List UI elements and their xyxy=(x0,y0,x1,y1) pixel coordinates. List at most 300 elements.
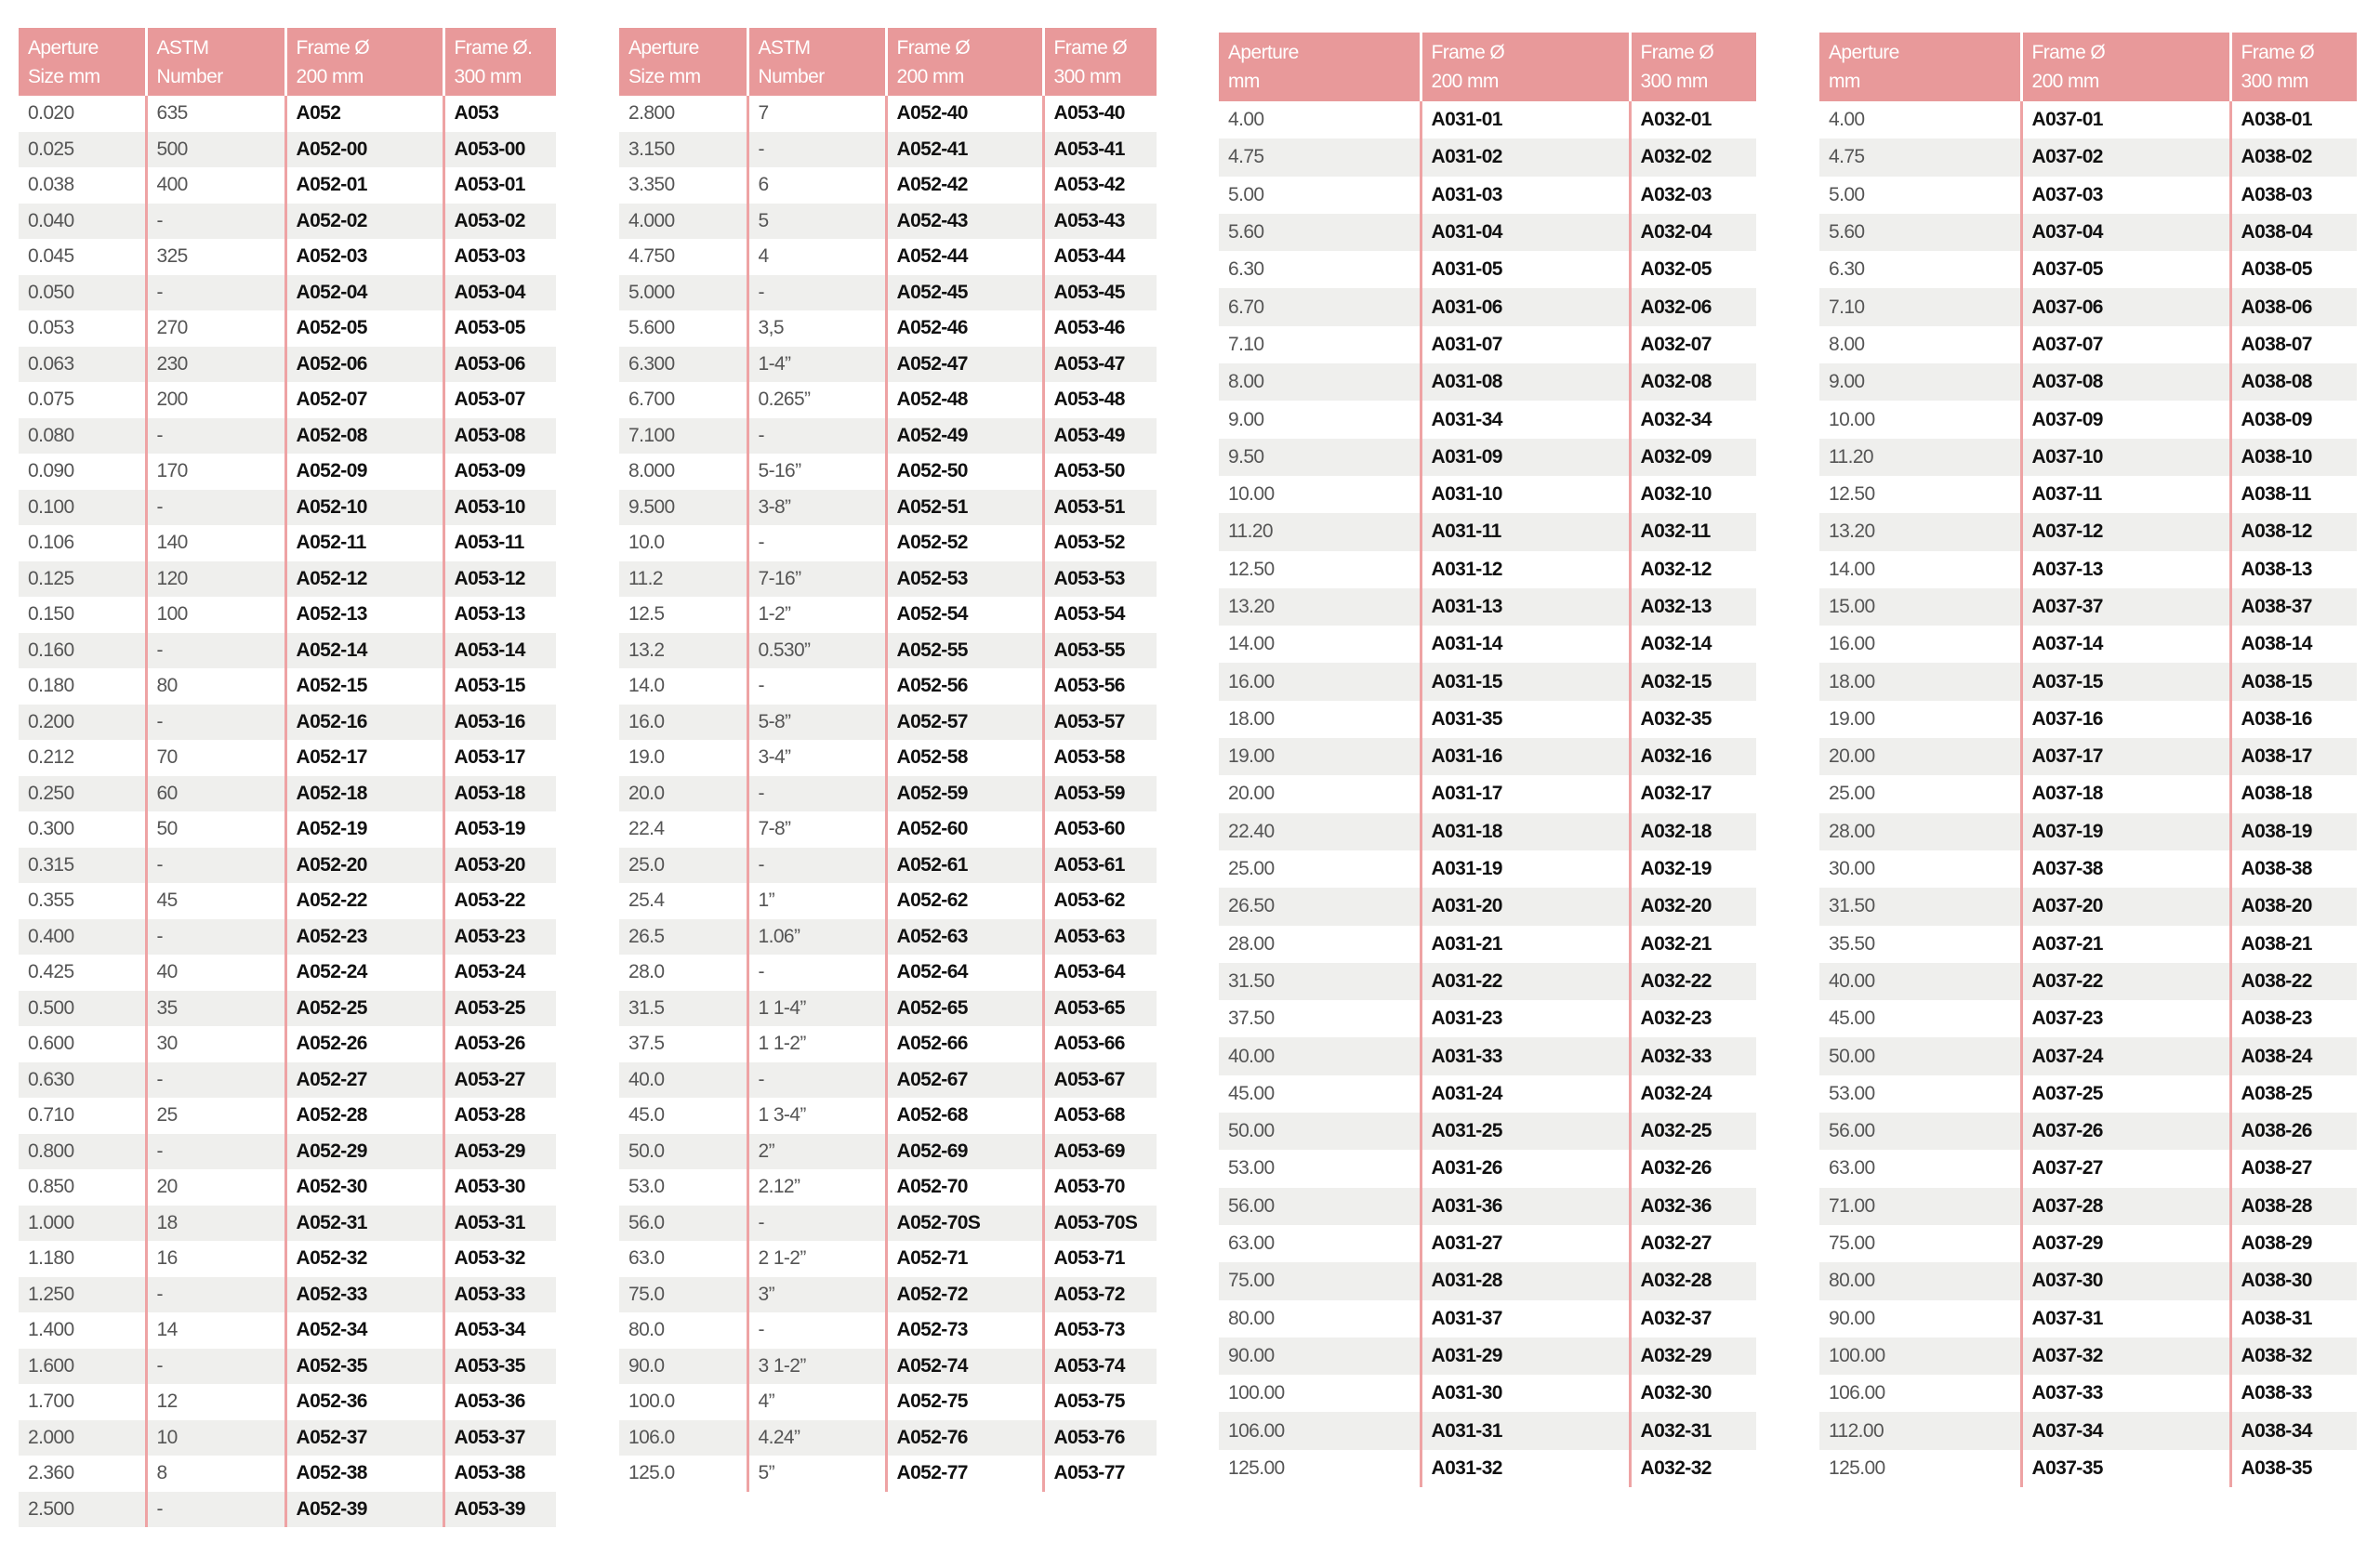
table-row xyxy=(19,919,556,956)
aperture-cell: 0.075 xyxy=(28,389,74,411)
table-row xyxy=(19,1456,556,1492)
aperture-cell: 28.00 xyxy=(1228,932,1275,955)
article-code-cell: A052-16 xyxy=(285,705,443,741)
article-code-cell: A053-76 xyxy=(1043,1420,1157,1456)
article-code-cell: A031-26 xyxy=(1421,1150,1630,1187)
header-row xyxy=(1819,33,2357,101)
table-row xyxy=(1819,101,2357,138)
article-code-cell: A032-21 xyxy=(1630,926,1756,963)
astm-number-cell: 635 xyxy=(146,96,285,132)
table-row xyxy=(19,1277,556,1313)
aperture-cell: 40.00 xyxy=(1819,963,2021,1000)
aperture-cell: 0.250 xyxy=(19,776,146,812)
table-row xyxy=(619,167,1157,204)
astm-number-cell: 100 xyxy=(146,597,285,633)
article-code-cell: A052-02 xyxy=(285,204,443,240)
aperture-cell: 0.160 xyxy=(19,633,146,669)
article-code-cell: A037-18 xyxy=(2021,775,2230,812)
table-row xyxy=(1819,363,2357,401)
aperture-cell: 80.00 xyxy=(1819,1262,2021,1299)
aperture-cell: 5.60 xyxy=(1819,214,2021,251)
table-row xyxy=(1819,138,2357,176)
article-code-cell: A031-30 xyxy=(1421,1375,1630,1412)
article-code-cell: A053-14 xyxy=(443,633,556,669)
table-row xyxy=(619,1169,1157,1206)
article-code-cell: A052-54 xyxy=(886,597,1043,633)
article-code-cell: A052-70 xyxy=(886,1169,1043,1206)
aperture-cell: 0.850 xyxy=(28,1176,74,1198)
aperture-cell: 40.0 xyxy=(619,1062,747,1099)
aperture-cell: 4.75 xyxy=(1819,138,2021,176)
article-code-cell: A038-03 xyxy=(2230,177,2357,214)
article-code-cell: A037-02 xyxy=(2021,138,2230,176)
table-row xyxy=(619,1026,1157,1062)
aperture-cell: 63.0 xyxy=(628,1247,665,1270)
table-row xyxy=(619,310,1157,347)
article-code-cell: A038-05 xyxy=(2230,251,2357,288)
aperture-cell: 7.10 xyxy=(1819,288,2021,325)
astm-number-cell: 20 xyxy=(146,1169,285,1206)
aperture-cell: 100.0 xyxy=(628,1390,675,1413)
article-code-cell: A053-75 xyxy=(1043,1384,1157,1420)
aperture-cell: 125.0 xyxy=(628,1462,675,1484)
article-code-cell: A031-25 xyxy=(1421,1113,1630,1150)
aperture-cell: 0.080 xyxy=(19,418,146,455)
article-code-cell: A053-71 xyxy=(1043,1241,1157,1277)
article-code-cell: A053-58 xyxy=(1043,740,1157,776)
table-row xyxy=(19,561,556,598)
article-code-cell: A037-04 xyxy=(2021,214,2230,251)
article-code-cell: A053-08 xyxy=(443,418,556,455)
astm-number-cell: - xyxy=(146,1492,285,1528)
astm-number-cell: 45 xyxy=(146,883,285,919)
article-code-cell: A052-62 xyxy=(886,883,1043,919)
aperture-cell: 0.200 xyxy=(19,705,146,741)
aperture-cell: 11.20 xyxy=(1219,513,1421,550)
article-code-cell: A032-33 xyxy=(1630,1037,1756,1074)
table-row xyxy=(619,1312,1157,1349)
aperture-cell: 2.500 xyxy=(19,1492,146,1528)
column-header: ASTM Number xyxy=(747,28,886,96)
astm-number-cell: - xyxy=(747,668,886,705)
astm-number-cell: 4” xyxy=(747,1384,886,1420)
table-row xyxy=(1219,251,1756,288)
aperture-cell: 1.600 xyxy=(19,1349,146,1385)
table-row xyxy=(1819,963,2357,1000)
aperture-cell: 0.315 xyxy=(19,848,146,884)
aperture-cell: 6.30 xyxy=(1829,258,1865,281)
astm-number-cell: - xyxy=(146,1062,285,1099)
table-row xyxy=(19,668,556,705)
aperture-cell: 8.00 xyxy=(1829,333,1865,355)
aperture-cell: 5.60 xyxy=(1219,214,1421,251)
article-code-cell: A037-07 xyxy=(2021,326,2230,363)
article-code-cell: A052-64 xyxy=(886,955,1043,991)
article-code-cell: A031-24 xyxy=(1421,1075,1630,1113)
astm-number-cell: - xyxy=(747,776,886,812)
aperture-cell: 22.40 xyxy=(1219,813,1421,850)
article-code-cell: A053-53 xyxy=(1043,561,1157,598)
article-code-cell: A052-34 xyxy=(285,1312,443,1349)
astm-number-cell: - xyxy=(146,919,285,956)
article-code-cell: A037-30 xyxy=(2021,1262,2230,1299)
table-row xyxy=(619,1062,1157,1099)
article-code-cell: A037-06 xyxy=(2021,288,2230,325)
table-row xyxy=(1819,1188,2357,1225)
table-row xyxy=(1219,288,1756,325)
aperture-cell: 90.00 xyxy=(1829,1307,1875,1329)
aperture-cell: 26.50 xyxy=(1219,888,1421,925)
article-code-cell: A052-60 xyxy=(886,811,1043,848)
aperture-cell: 56.00 xyxy=(1219,1188,1421,1225)
article-code-cell: A053-10 xyxy=(443,490,556,526)
aperture-cell: 63.00 xyxy=(1829,1157,1875,1180)
table-row xyxy=(1819,1075,2357,1113)
article-code-cell: A052-56 xyxy=(886,668,1043,705)
article-code-cell: A052-75 xyxy=(886,1384,1043,1420)
table-row xyxy=(1819,588,2357,626)
article-code-cell: A037-26 xyxy=(2021,1113,2230,1150)
astm-number-cell: 7-16” xyxy=(747,561,886,598)
aperture-cell: 9.500 xyxy=(619,490,747,526)
table-row xyxy=(1219,888,1756,925)
article-code-cell: A031-15 xyxy=(1421,663,1630,700)
article-code-cell: A053-15 xyxy=(443,668,556,705)
sieve-table-1 xyxy=(19,28,556,1527)
article-code-cell: A032-19 xyxy=(1630,850,1756,888)
aperture-cell: 11.20 xyxy=(1819,439,2021,476)
astm-number-cell: 14 xyxy=(146,1312,285,1349)
sieve-table-3 xyxy=(1219,33,1756,1487)
table-row xyxy=(619,705,1157,741)
article-code-cell: A037-31 xyxy=(2021,1300,2230,1338)
article-code-cell: A037-17 xyxy=(2021,738,2230,775)
article-code-cell: A031-29 xyxy=(1421,1338,1630,1375)
table-row xyxy=(19,525,556,561)
aperture-cell: 125.00 xyxy=(1829,1456,1885,1479)
article-code-cell: A032-05 xyxy=(1630,251,1756,288)
article-code-cell: A031-20 xyxy=(1421,888,1630,925)
table-row xyxy=(19,132,556,168)
article-code-cell: A052-73 xyxy=(886,1312,1043,1349)
aperture-cell: 18.00 xyxy=(1228,707,1275,730)
astm-number-cell: 2.12” xyxy=(747,1169,886,1206)
astm-number-cell: 10 xyxy=(146,1420,285,1456)
article-code-cell: A053-30 xyxy=(443,1169,556,1206)
aperture-cell: 0.050 xyxy=(19,275,146,311)
article-code-cell: A037-20 xyxy=(2021,888,2230,925)
article-code-cell: A052-38 xyxy=(285,1456,443,1492)
column-header: Frame Ø 200 mm xyxy=(1421,33,1630,101)
aperture-cell: 75.0 xyxy=(619,1277,747,1313)
article-code-cell: A032-10 xyxy=(1630,476,1756,513)
article-code-cell: A031-33 xyxy=(1421,1037,1630,1074)
table-row xyxy=(1819,1375,2357,1412)
table-row xyxy=(1819,513,2357,550)
article-code-cell: A052-74 xyxy=(886,1349,1043,1385)
article-code-cell: A038-04 xyxy=(2230,214,2357,251)
article-code-cell: A038-24 xyxy=(2230,1037,2357,1074)
article-code-cell: A032-15 xyxy=(1630,663,1756,700)
article-code-cell: A038-10 xyxy=(2230,439,2357,476)
article-code-cell: A038-35 xyxy=(2230,1450,2357,1487)
table-row xyxy=(1819,1000,2357,1037)
article-code-cell: A031-19 xyxy=(1421,850,1630,888)
column-header: Frame Ø. 300 mm xyxy=(443,28,556,96)
aperture-cell: 7.100 xyxy=(619,418,747,455)
astm-number-cell: - xyxy=(747,275,886,311)
article-code-cell: A032-28 xyxy=(1630,1262,1756,1299)
aperture-cell: 0.710 xyxy=(28,1104,74,1127)
astm-number-cell: 1 1-2” xyxy=(747,1026,886,1062)
article-code-cell: A032-09 xyxy=(1630,439,1756,476)
article-code-cell: A038-19 xyxy=(2230,813,2357,850)
article-code-cell: A052-44 xyxy=(886,239,1043,275)
table-row xyxy=(1819,1113,2357,1150)
table-row xyxy=(619,668,1157,705)
article-code-cell: A031-36 xyxy=(1421,1188,1630,1225)
table-row xyxy=(1219,588,1756,626)
article-code-cell: A053-60 xyxy=(1043,811,1157,848)
article-code-cell: A052-31 xyxy=(285,1206,443,1242)
astm-number-cell: 270 xyxy=(146,310,285,347)
aperture-cell: 45.0 xyxy=(628,1104,665,1127)
table-row xyxy=(619,418,1157,455)
aperture-cell: 1.700 xyxy=(28,1390,74,1413)
astm-number-cell: 30 xyxy=(146,1026,285,1062)
astm-number-cell: 0.265” xyxy=(747,382,886,418)
astm-number-cell: 500 xyxy=(146,132,285,168)
article-code-cell: A053-74 xyxy=(1043,1349,1157,1385)
table-row xyxy=(619,883,1157,919)
table-row xyxy=(619,740,1157,776)
article-code-cell: A037-05 xyxy=(2021,251,2230,288)
astm-number-cell: 70 xyxy=(146,740,285,776)
table-row xyxy=(1819,626,2357,663)
article-code-cell: A038-01 xyxy=(2230,101,2357,138)
article-code-cell: A037-01 xyxy=(2021,101,2230,138)
article-code-cell: A052-23 xyxy=(285,919,443,956)
table-row xyxy=(1819,476,2357,513)
article-code-cell: A052-13 xyxy=(285,597,443,633)
aperture-cell: 9.50 xyxy=(1219,439,1421,476)
article-code-cell: A032-35 xyxy=(1630,701,1756,738)
table-row xyxy=(619,454,1157,490)
article-code-cell: A032-23 xyxy=(1630,1000,1756,1037)
astm-number-cell: 4 xyxy=(747,239,886,275)
article-code-cell: A053-52 xyxy=(1043,525,1157,561)
article-code-cell: A031-31 xyxy=(1421,1412,1630,1449)
aperture-cell: 7.10 xyxy=(1228,333,1264,355)
article-code-cell: A053-09 xyxy=(443,454,556,490)
article-code-cell: A038-20 xyxy=(2230,888,2357,925)
article-code-cell: A052-71 xyxy=(886,1241,1043,1277)
article-code-cell: A032-36 xyxy=(1630,1188,1756,1225)
article-code-cell: A032-34 xyxy=(1630,401,1756,438)
table-row xyxy=(1219,1150,1756,1187)
article-code-cell: A038-16 xyxy=(2230,701,2357,738)
article-code-cell: A053-03 xyxy=(443,239,556,275)
astm-number-cell: 18 xyxy=(146,1206,285,1242)
article-code-cell: A052-63 xyxy=(886,919,1043,956)
aperture-cell: 6.30 xyxy=(1228,258,1264,281)
article-code-cell: A037-35 xyxy=(2021,1450,2230,1487)
article-code-cell: A052-51 xyxy=(886,490,1043,526)
aperture-cell: 11.2 xyxy=(619,561,747,598)
aperture-cell: 26.5 xyxy=(619,919,747,956)
table-row xyxy=(619,1098,1157,1134)
table-row xyxy=(1219,850,1756,888)
article-code-cell: A052-19 xyxy=(285,811,443,848)
table-row xyxy=(1219,1338,1756,1375)
table-row xyxy=(1819,888,2357,925)
astm-number-cell: 60 xyxy=(146,776,285,812)
article-code-cell: A053-49 xyxy=(1043,418,1157,455)
table-row xyxy=(19,1206,556,1242)
article-code-cell: A053-73 xyxy=(1043,1312,1157,1349)
article-code-cell: A053-29 xyxy=(443,1134,556,1170)
header-row xyxy=(19,28,556,96)
aperture-cell: 10.0 xyxy=(628,532,665,554)
article-code-cell: A031-22 xyxy=(1421,963,1630,1000)
article-code-cell: A038-28 xyxy=(2230,1188,2357,1225)
table-row xyxy=(1219,326,1756,363)
table-row xyxy=(619,525,1157,561)
article-code-cell: A052-09 xyxy=(285,454,443,490)
article-code-cell: A038-31 xyxy=(2230,1300,2357,1338)
sieve-table-4 xyxy=(1819,33,2357,1487)
astm-number-cell: - xyxy=(747,1062,886,1099)
astm-number-cell: 3,5 xyxy=(747,310,886,347)
article-code-cell: A037-25 xyxy=(2021,1075,2230,1113)
table-row xyxy=(619,955,1157,991)
column-header: Frame Ø 300 mm xyxy=(1630,33,1756,101)
aperture-cell: 106.0 xyxy=(619,1420,747,1456)
article-code-cell: A037-29 xyxy=(2021,1225,2230,1262)
article-code-cell: A038-29 xyxy=(2230,1225,2357,1262)
aperture-cell: 1.250 xyxy=(19,1277,146,1313)
article-code-cell: A053-17 xyxy=(443,740,556,776)
astm-number-cell: - xyxy=(146,633,285,669)
article-code-cell: A052-12 xyxy=(285,561,443,598)
table-row xyxy=(19,1420,556,1456)
article-code-cell: A038-33 xyxy=(2230,1375,2357,1412)
astm-number-cell: - xyxy=(747,848,886,884)
article-code-cell: A038-26 xyxy=(2230,1113,2357,1150)
table-row xyxy=(19,991,556,1027)
article-code-cell: A031-08 xyxy=(1421,363,1630,401)
article-code-cell: A053-28 xyxy=(443,1098,556,1134)
article-code-cell: A053-32 xyxy=(443,1241,556,1277)
article-code-cell: A053-06 xyxy=(443,347,556,383)
astm-number-cell: 1 1-4” xyxy=(747,991,886,1027)
astm-number-cell: - xyxy=(747,418,886,455)
aperture-cell: 30.00 xyxy=(1829,858,1875,880)
table-row xyxy=(19,633,556,669)
article-code-cell: A052-49 xyxy=(886,418,1043,455)
aperture-cell: 5.00 xyxy=(1228,183,1264,205)
table-row xyxy=(1219,1000,1756,1037)
article-code-cell: A032-26 xyxy=(1630,1150,1756,1187)
aperture-cell: 0.425 xyxy=(28,961,74,983)
astm-number-cell: 140 xyxy=(146,525,285,561)
aperture-cell: 0.090 xyxy=(28,460,74,482)
article-code-cell: A053-25 xyxy=(443,991,556,1027)
astm-number-cell: 1-2” xyxy=(747,597,886,633)
aperture-cell: 13.20 xyxy=(1819,513,2021,550)
aperture-cell: 0.600 xyxy=(28,1033,74,1055)
table-row xyxy=(1219,138,1756,176)
table-row xyxy=(1819,1225,2357,1262)
astm-number-cell: 400 xyxy=(146,167,285,204)
article-code-cell: A052-17 xyxy=(285,740,443,776)
article-code-cell: A037-12 xyxy=(2021,513,2230,550)
table-row xyxy=(19,1349,556,1385)
aperture-cell: 4.75 xyxy=(1219,138,1421,176)
table-row xyxy=(19,1241,556,1277)
aperture-cell: 100.00 xyxy=(1228,1382,1285,1404)
aperture-cell: 35.50 xyxy=(1829,932,1875,955)
article-code-cell: A038-23 xyxy=(2230,1000,2357,1037)
article-code-cell: A053-26 xyxy=(443,1026,556,1062)
aperture-cell: 19.0 xyxy=(628,746,665,769)
aperture-cell: 8.000 xyxy=(628,460,675,482)
aperture-cell: 45.00 xyxy=(1228,1082,1275,1104)
table-row xyxy=(1219,1075,1756,1113)
table-row xyxy=(19,1098,556,1134)
article-code-cell: A038-15 xyxy=(2230,663,2357,700)
astm-number-cell: 1” xyxy=(747,883,886,919)
table-row xyxy=(1219,926,1756,963)
table-row xyxy=(1819,738,2357,775)
aperture-cell: 12.50 xyxy=(1228,558,1275,580)
astm-number-cell: 0.530” xyxy=(747,633,886,669)
article-code-cell: A053-50 xyxy=(1043,454,1157,490)
table-row xyxy=(19,347,556,383)
aperture-cell: 22.4 xyxy=(628,818,665,840)
article-code-cell: A052-06 xyxy=(285,347,443,383)
table-row xyxy=(619,204,1157,240)
aperture-cell: 25.00 xyxy=(1829,783,1875,805)
article-code-cell: A038-32 xyxy=(2230,1338,2357,1375)
article-code-cell: A053-48 xyxy=(1043,382,1157,418)
article-code-cell: A032-12 xyxy=(1630,551,1756,588)
table-row xyxy=(1819,214,2357,251)
article-code-cell: A032-30 xyxy=(1630,1375,1756,1412)
astm-number-cell: 3-4” xyxy=(747,740,886,776)
aperture-cell: 45.00 xyxy=(1829,1008,1875,1030)
article-code-cell: A037-14 xyxy=(2021,626,2230,663)
article-code-cell: A053-54 xyxy=(1043,597,1157,633)
aperture-cell: 1.000 xyxy=(19,1206,146,1242)
table-row xyxy=(1819,1300,2357,1338)
aperture-cell: 12.50 xyxy=(1829,483,1875,506)
article-code-cell: A031-06 xyxy=(1421,288,1630,325)
aperture-cell: 28.0 xyxy=(628,961,665,983)
aperture-cell: 1.180 xyxy=(28,1247,74,1270)
astm-number-cell: 230 xyxy=(146,347,285,383)
aperture-cell: 0.063 xyxy=(19,347,146,383)
article-code-cell: A053-38 xyxy=(443,1456,556,1492)
table-row xyxy=(619,1241,1157,1277)
astm-number-cell: 120 xyxy=(146,561,285,598)
article-code-cell: A053-55 xyxy=(1043,633,1157,669)
article-code-cell: A052-18 xyxy=(285,776,443,812)
table-row xyxy=(619,347,1157,383)
aperture-cell: 0.100 xyxy=(19,490,146,526)
article-code-cell: A032-20 xyxy=(1630,888,1756,925)
aperture-cell: 0.125 xyxy=(19,561,146,598)
